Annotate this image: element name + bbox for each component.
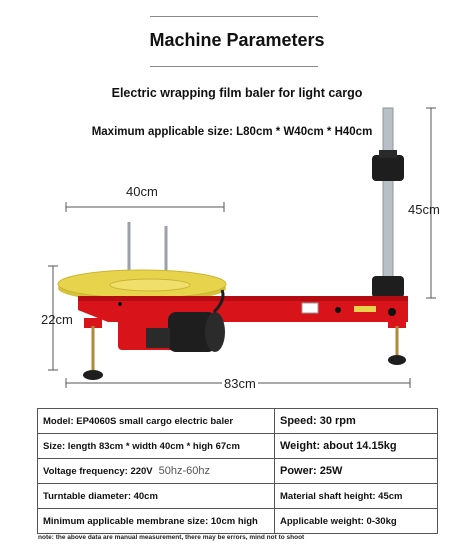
width-dimension-label: 40cm xyxy=(126,184,158,199)
table-row xyxy=(38,484,438,509)
turntable-spindles xyxy=(129,222,166,276)
height-dimension-label: 45cm xyxy=(408,202,440,217)
spec-shaft-height: Material shaft height: 45cm xyxy=(275,484,438,509)
page-title: Machine Parameters xyxy=(149,30,325,50)
table-row xyxy=(38,409,438,434)
spec-frequency: 50hz-60hz xyxy=(158,465,211,477)
table-row xyxy=(38,509,438,534)
product-subtitle: Electric wrapping film baler for light cargo xyxy=(111,86,363,100)
spec-applicable-weight: Applicable weight: 0-30kg xyxy=(275,509,438,534)
spec-power: Power: 25W xyxy=(275,459,438,484)
base-height-dimension-label: 22cm xyxy=(41,312,73,327)
table-row xyxy=(38,434,438,459)
max-size-label: Maximum applicable size: L80cm * W40cm * H40cm xyxy=(91,126,373,138)
width-dimension-line xyxy=(66,202,224,212)
specs-table xyxy=(37,408,438,534)
spec-size: Size: length 83cm * width 40cm * high 67cm xyxy=(38,434,275,459)
spec-model: Model: EP4060S small cargo electric baler xyxy=(38,409,275,434)
length-dimension-label: 83cm xyxy=(224,376,256,391)
spec-voltage-cell xyxy=(38,459,275,484)
spec-weight: Weight: about 14.15kg xyxy=(275,434,438,459)
spec-speed: Speed: 30 rpm xyxy=(275,409,438,434)
table-row xyxy=(38,459,438,484)
footnote: note: the above data are manual measurement, there may be errors, mind not to shoot xyxy=(38,534,305,541)
spec-voltage: Voltage frequency: 220V xyxy=(43,466,153,477)
material-shaft xyxy=(372,108,404,298)
spec-membrane-size: Minimum applicable membrane size: 10cm high xyxy=(38,509,275,534)
spec-turntable-diameter: Turntable diameter: 40cm xyxy=(38,484,275,509)
red-frame xyxy=(78,296,408,350)
